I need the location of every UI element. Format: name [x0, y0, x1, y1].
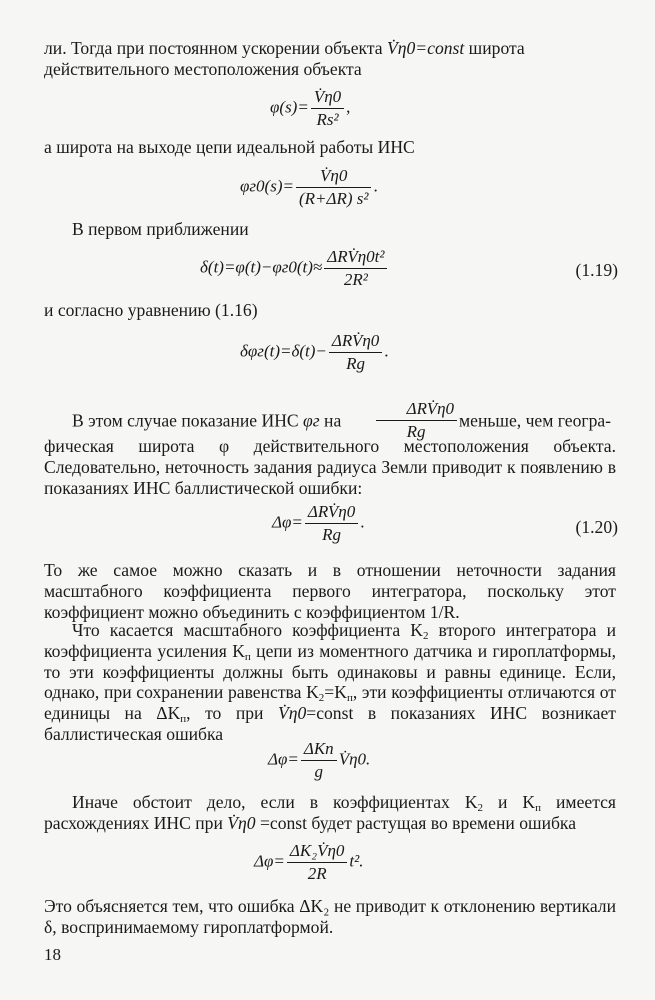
formula-phi-g0: φг0(s)= $\frac{V̇\eta 0}{\text{(R+ΔR) s²}}$ .	[240, 166, 378, 208]
paragraph-second-integrator: Что касается масштабного коэффициента $K_2$ второго интегратора и коэффициента усиления $K_п$ цепи из моментного датчика и гироплатформы, то эти коэффициенты должны быть одинаковы и равны единице. Если, однако, при сохранении равенства $K_2=K_п$, эти коэффициенты отличаются от единицы на $\Delta K_п$, то при V̇η0=const в показаниях ИНС возникает баллистическая ошибка	[44, 620, 617, 744]
paragraph-ins-output: а широта на выходе цепи идеальной работы ИНС	[44, 137, 415, 157]
formula-phi-s: φ(s)= $\frac{V̇\eta 0}{\text{Rs²}}$ ,	[270, 87, 351, 129]
paragraph-geographic-latitude: фическая широта φ действительного местоположения объекта. Следовательно, неточность задания радиуса Земли приводит к появлению в показаниях ИНС баллистической ошибки:	[44, 436, 616, 498]
paragraph-first-approximation: В первом приближении	[72, 219, 249, 239]
formula-delta-t: δ(t)=φ(t)−φг0(t)≈ $\frac{\text{ΔRV̇η0t²}}{\text{2R²}}$	[200, 248, 389, 289]
paragraph-explanation: Это объясняется тем, что ошибка ΔK₂ не приводит к отклонению вертикали δ, воспринимаемому гироплатформой.	[44, 896, 616, 937]
text-run: широта	[464, 38, 525, 58]
paragraph-scale-factor: То же самое можно сказать и в отношении неточности задания масштабного коэффициента первого интегратора, поскольку этот коэффициент можно объединить с коэффициентом 1/R.	[44, 560, 616, 622]
formula-delta-phi-g: δφг(t)=δ(t)− $\frac{\text{ΔRV̇η0}}{Rg}$ .	[240, 331, 389, 373]
formula-delta-phi: Δφ= $\frac{\text{ΔRV̇η0}}{Rg}$ .	[272, 502, 365, 544]
paragraph-ins-reading: В этом случае показание ИНС φг на $\frac{\text{ΔRV̇η0}}{Rg}$ меньше, чем геогра-	[72, 399, 612, 441]
paragraph-according-to-equation: и согласно уравнению (1.16)	[44, 300, 258, 320]
paragraph-otherwise: Иначе обстоит дело, если в коэффициентах $K_2$ и $K_п$ имеется расхождениях ИНС при V̇η0 =const будет растущая во времени ошибка	[44, 792, 616, 833]
formula-delta-phi-kp: Δφ= $\frac{\text{ΔKп}}{g}$ V̇η0.	[268, 739, 371, 781]
inline-formula-phi-g: φг	[303, 410, 320, 431]
equation-number: (1.20)	[575, 517, 618, 537]
inline-fraction: $\frac{\text{ΔRV̇η0}}{Rg}$	[346, 400, 459, 441]
formula-delta-phi-k2: Δφ= $\frac{\text{ΔK₂V̇η0}}{2R}$ t².	[254, 841, 364, 883]
page-number: 18	[44, 945, 61, 964]
text-run: действительного местоположения объекта	[44, 58, 362, 79]
text-run: ли. Тогда при постоянном ускорении объекта	[44, 38, 387, 58]
inline-formula-const: V̇η0=const	[386, 38, 465, 58]
paragraph-constant-acceleration	[44, 38, 616, 80]
equation-number: (1.19)	[575, 260, 618, 280]
